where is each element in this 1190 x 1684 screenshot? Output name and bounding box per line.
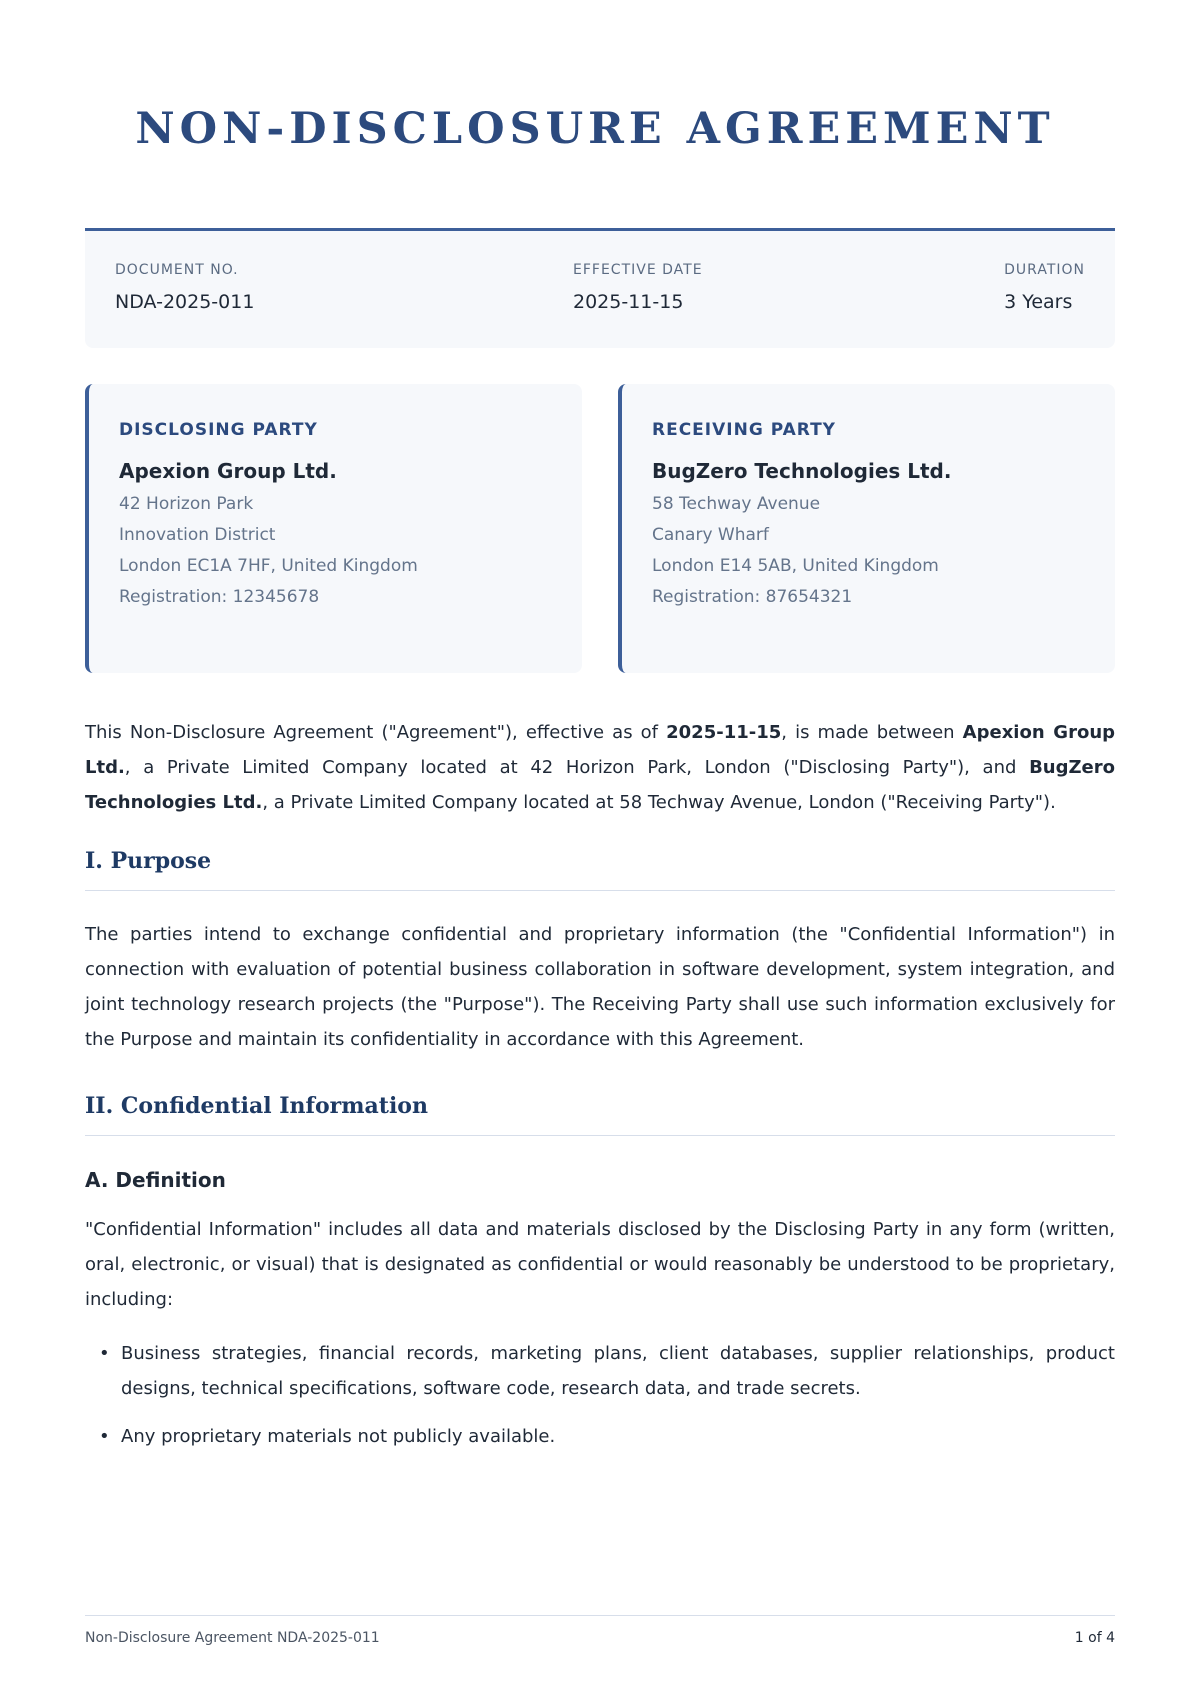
receiving-party-label: RECEIVING PARTY (652, 420, 836, 440)
intro-text-3: , a Private Limited Company located at 42 Horizon Park, London ("Disclosing Party"), and (124, 757, 1030, 778)
document-number-value: NDA-2025-011 (115, 291, 255, 313)
page-number: 1 of 4 (1074, 1630, 1115, 1646)
definition-body: "Confidential Information" includes all data and materials disclosed by the Disclosing Party in any form (written, oral, electronic, or visual) that is designated as confidential or would reasonably be understood to be proprietary, including: (85, 1219, 1115, 1310)
duration (1004, 262, 1085, 313)
duration-label: DURATION (1004, 262, 1085, 278)
page-footer (85, 1615, 1115, 1646)
disclosing-address-line-2: Innovation District (119, 525, 276, 545)
section-purpose-body: The parties intend to exchange confidential and proprietary information (the "Confidential Information") in connection with evaluation of potential business collaboration in software development, system integration, and joint technology research projects (the "Purpose"). The Receiving Party shall use such information exclusively for the Purpose and maintain its confidentiality in accordance with this Agreement. (85, 924, 1115, 1050)
effective-date-value: 2025-11-15 (573, 291, 684, 313)
receiving-address-line-2: Canary Wharf (652, 525, 769, 545)
intro-text-2: , is made between (781, 722, 963, 743)
intro-text-1: This Non-Disclosure Agreement ("Agreement"), effective as of (85, 722, 667, 743)
intro-date: 2025-11-15 (666, 722, 782, 743)
effective-date (573, 262, 703, 313)
receiving-registration: Registration: 87654321 (652, 587, 853, 607)
intro-text-4: , a Private Limited Company located at 58 Techway Avenue, London ("Receiving Party"). (262, 792, 1056, 813)
disclosing-registration: Registration: 12345678 (119, 587, 320, 607)
document-meta-box (85, 228, 1115, 348)
receiving-party-name: BugZero Technologies Ltd. (652, 459, 952, 483)
receiving-address-line-3: London E14 5AB, United Kingdom (652, 556, 939, 576)
duration-value: 3 Years (1004, 291, 1073, 313)
document-number (115, 262, 254, 313)
receiving-party-card (618, 384, 1115, 673)
section-purpose-heading: I. Purpose (85, 848, 1115, 891)
definition-subheading: A. Definition (85, 1168, 226, 1192)
disclosing-address-line-1: 42 Horizon Park (119, 494, 254, 514)
disclosing-party-name: Apexion Group Ltd. (119, 459, 337, 483)
disclosing-address-line-3: London EC1A 7HF, United Kingdom (119, 556, 418, 576)
document-number-label: DOCUMENT NO. (115, 262, 239, 278)
intro-party-2: BugZero Technologies Ltd. (85, 757, 1115, 813)
document-title: NON-DISCLOSURE AGREEMENT (135, 104, 1055, 154)
list-item: • Business strategies, financial records, marketing plans, client databases, supplier relationships, product designs, technical specifications, software code, research data, and trade secrets. (121, 1336, 1115, 1406)
footer-document-label: Non-Disclosure Agreement NDA-2025-011 (85, 1630, 380, 1646)
definition-bullet-list (85, 1336, 1115, 1467)
section-confidential-heading: II. Confidential Information (85, 1093, 1115, 1136)
intro-paragraph (85, 715, 1115, 820)
intro-party-1: Apexion Group Ltd. (85, 722, 1116, 778)
effective-date-label: EFFECTIVE DATE (573, 262, 703, 278)
receiving-address-line-1: 58 Techway Avenue (652, 494, 821, 514)
disclosing-party-card (85, 384, 582, 673)
disclosing-party-label: DISCLOSING PARTY (119, 420, 318, 440)
list-item: • Any proprietary materials not publicly available. (121, 1419, 1115, 1454)
